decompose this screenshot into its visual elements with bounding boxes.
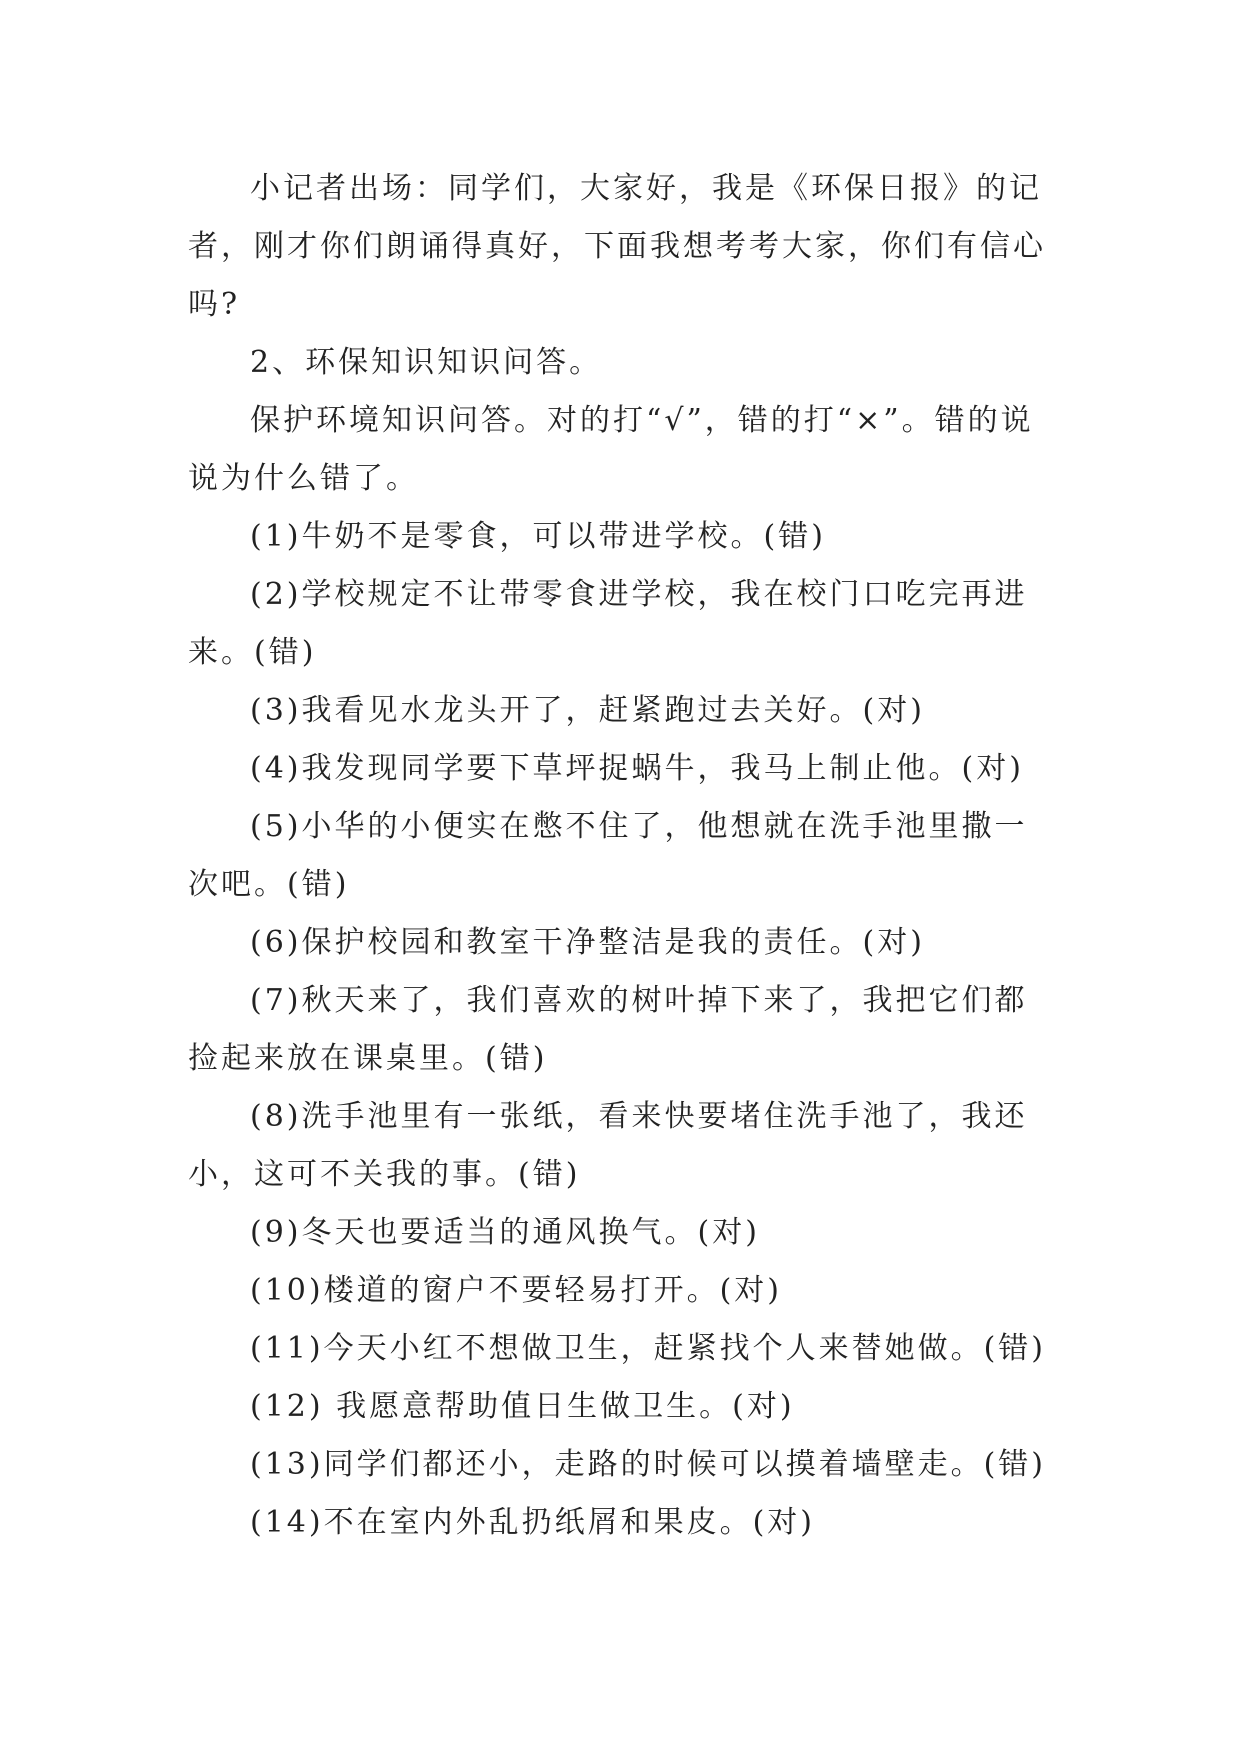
quiz-item-5: (5)小华的小便实在憋不住了，他想就在洗手池里撒一次吧。(错) [188,809,1028,902]
quiz-item-14: (14)不在室内外乱扔纸屑和果皮。(对) [250,1505,815,1540]
paragraph-quiz-instructions: 保护环境知识问答。对的打“√”，错的打“×”。错的说说为什么错了。 [188,403,1034,496]
document-body [188,160,1056,1552]
paragraph-reporter-intro: 小记者出场：同学们，大家好，我是《环保日报》的记者，刚才你们朗诵得真好，下面我想考考大家，你们有信心吗? [188,171,1046,322]
quiz-item-3: (3)我看见水龙头开了，赶紧跑过去关好。(对) [250,693,925,728]
paragraph-section-heading: 2、环保知识知识问答。 [250,345,603,380]
quiz-item-8: (8)洗手池里有一张纸，看来快要堵住洗手池了，我还小，这可不关我的事。(错) [188,1099,1028,1192]
quiz-item-9: (9)冬天也要适当的通风换气。(对) [250,1215,760,1250]
quiz-item-4: (4)我发现同学要下草坪捉蜗牛，我马上制止他。(对) [250,751,1024,786]
quiz-item-10: (10)楼道的窗户不要轻易打开。(对) [250,1273,782,1308]
quiz-item-1: (1)牛奶不是零食，可以带进学校。(错) [250,519,826,554]
quiz-item-11: (11)今天小红不想做卫生，赶紧找个人来替她做。(错) [250,1331,1046,1366]
quiz-item-7: (7)秋天来了，我们喜欢的树叶掉下来了，我把它们都捡起来放在课桌里。(错) [188,983,1028,1076]
quiz-item-2: (2)学校规定不让带零食进学校，我在校门口吃完再进来。(错) [188,577,1028,670]
quiz-item-6: (6)保护校园和教室干净整洁是我的责任。(对) [250,925,925,960]
quiz-item-13: (13)同学们都还小，走路的时候可以摸着墙壁走。(错) [250,1447,1046,1482]
quiz-item-12: (12) 我愿意帮助值日生做卫生。(对) [250,1389,795,1424]
